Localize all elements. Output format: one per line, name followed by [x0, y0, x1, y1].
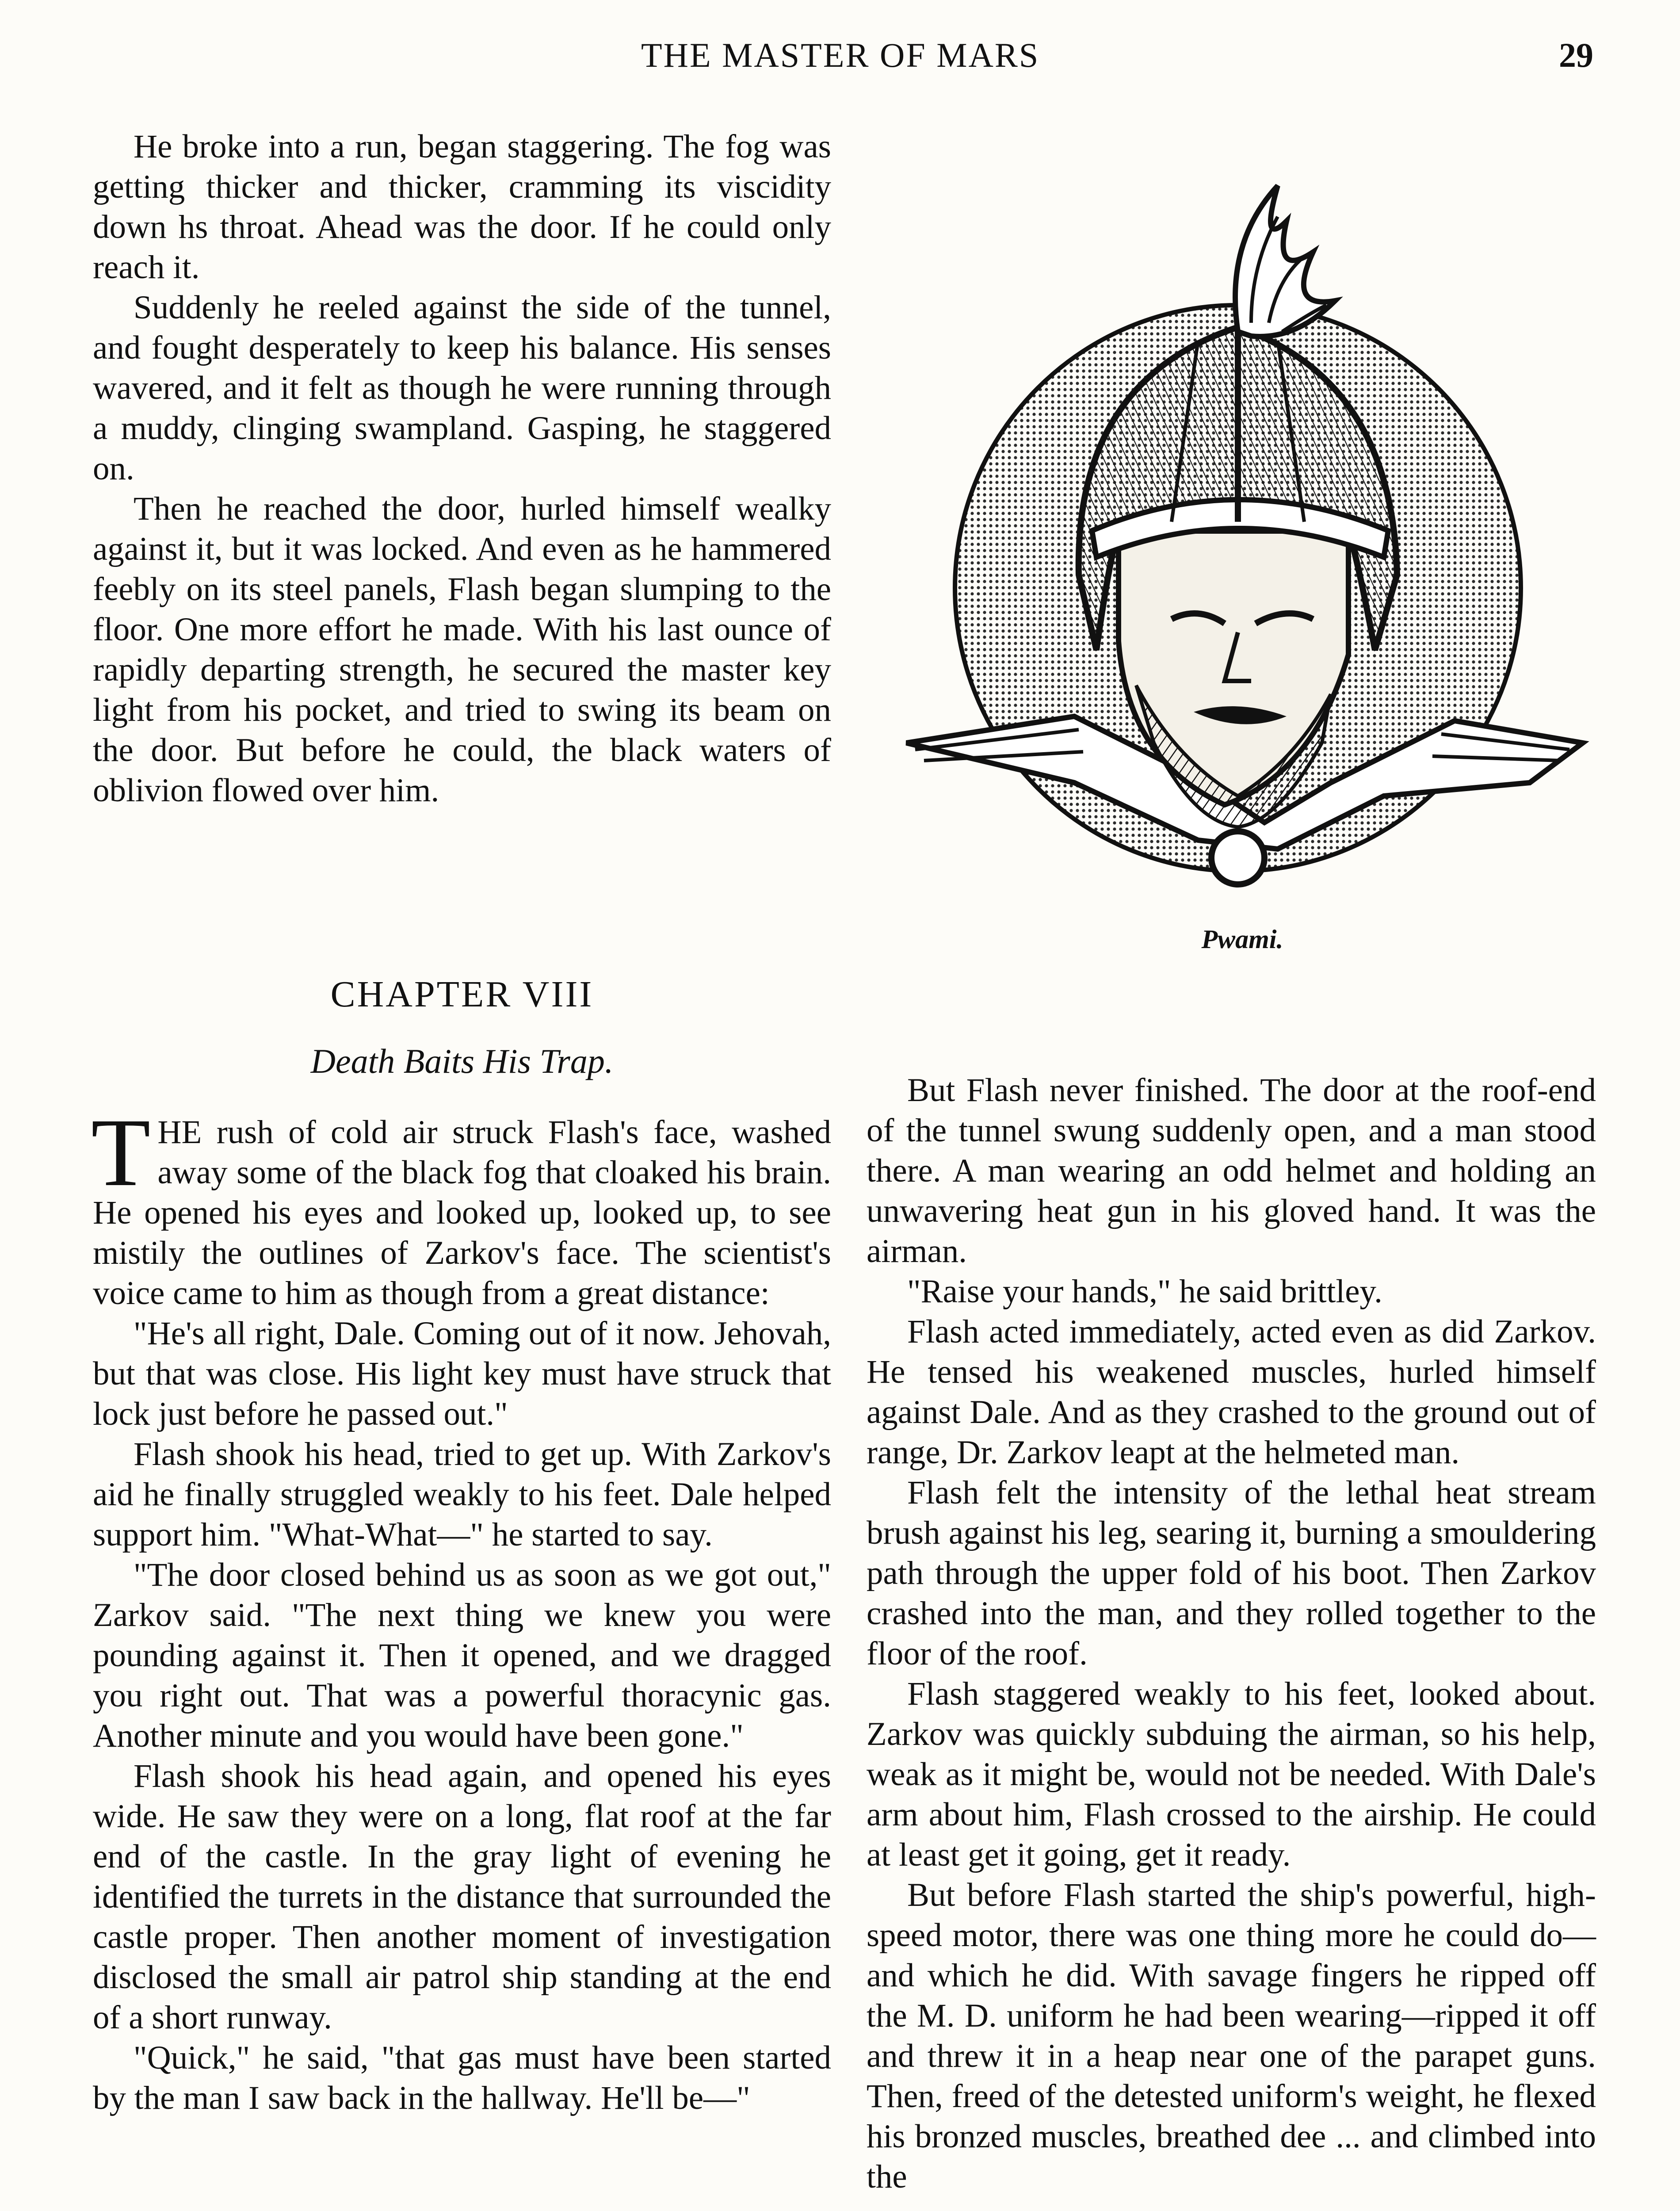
page-header [0, 38, 1680, 87]
opening-paragraph [91, 1098, 831, 1313]
illustration-caption: Pwami. [1201, 925, 1283, 954]
paragraph: Flash staggered weakly to his feet, looked about. Zarkov was quickly subduing the airman, so his help, weak as it might be, would not be needed. With Dale's arm about him, Flash crossed to the airship. He could at least get it going, get it ready. [867, 1675, 1596, 1873]
paragraph: Flash shook his head, tried to get up. With Zarkov's aid he finally struggled weakly to his feet. Dale helped support him. "What-What—" he started to say. [93, 1436, 831, 1553]
paragraph: "The door closed behind us as soon as we got out," Zarkov said. "The next thing we knew you were pounding against it. Then it opened, and we dragged you right out. That was a powerful thoracynic gas. Another minute and you would have been gone." [93, 1557, 831, 1754]
paragraph: "Raise your hands," he said brittley. [907, 1273, 1382, 1310]
chapter-heading: CHAPTER VIII [330, 974, 594, 1015]
paragraph: Flash acted immediately, acted even as did Zarkov. He tensed his weakened muscles, hurled himself against Dale. And as they crashed to the ground out of range, Dr. Zarkov leapt at the helmeted man. [867, 1313, 1596, 1471]
left-column-bottom [91, 1098, 831, 2118]
running-title: THE MASTER OF MARS [641, 36, 1040, 74]
cloak-clasp [1211, 831, 1264, 884]
opening-text: HE rush of cold air struck Flash's face, washed away some of the black fog that cloaked his brain. He opened his eyes and looked up, looked up, to see mistily the outlines of Zarkov's face. The scientist's voice came to him as though from a great distance: [93, 1114, 831, 1312]
paragraph: But before Flash started the ship's powerful, high-speed motor, there was one thing more he could do—and which he did. With savage fingers he ripped off the M. D. uniform he had been wearing—ripped it off and threw it in a heap near one of the parapet guns. Then, freed of the detested uniform's weight, he flexed his bronzed muscles, breathed dee ... and climbed into the [867, 1877, 1596, 2195]
paragraph: "He's all right, Dale. Coming out of it now. Jehovah, but that was close. His light key must have struck that lock just before he passed out." [93, 1315, 831, 1432]
drop-cap: T [91, 1098, 151, 1206]
paragraph: But Flash never finished. The door at the roof-end of the tunnel swung suddenly open, and a man stood there. A man wearing an odd helmet and holding an unwavering heat gun in his gloved hand. It was the airman. [867, 1072, 1596, 1270]
paragraph: Suddenly he reeled against the side of the tunnel, and fought desperately to keep his balance. His senses wavered, and it felt as though he were running through a muddy, clinging swampland. Gasping, he staggered on. [93, 289, 831, 487]
right-column-bottom [867, 1070, 1596, 2197]
warrior-illustration [889, 133, 1596, 911]
paragraph: He broke into a run, began staggering. The fog was getting thicker and thicker, cramming its viscidity down hs throat. Ahead was the door. If he could only reach it. [93, 128, 831, 286]
chapter-subtitle: Death Baits His Trap. [310, 1042, 614, 1080]
page-number: 29 [1559, 36, 1593, 74]
paragraph: Flash shook his head again, and opened his eyes wide. He saw they were on a long, flat roof at the far end of the castle. In the gray light of evening he identified the turrets in the distance that surrounded the castle proper. Then another moment of investigation disclosed the small air patrol ship standing at the end of a short runway. [93, 1758, 831, 2036]
helmeted-warrior-drawing [889, 133, 1596, 911]
paragraph: Then he reached the door, hurled himself wealky against it, but it was locked. And even as he hammered feebly on its steel panels, Flash began slumping to the floor. One more effort he made. With his last ounce of rapidly departing strength, he secured the master key light from his pocket, and tried to swing its beam on the door. But before he could, the black waters of oblivion flowed over him. [93, 490, 831, 809]
paragraph: "Quick," he said, "that gas must have been started by the man I saw back in the hallway. He'll be—" [93, 2039, 831, 2116]
paragraph: Flash felt the intensity of the lethal heat stream brush against his leg, searing it, burning a smouldering path through the upper fold of his boot. Then Zarkov crashed into the man, and they rolled together to the floor of the roof. [867, 1474, 1596, 1672]
left-column-top [93, 126, 831, 811]
